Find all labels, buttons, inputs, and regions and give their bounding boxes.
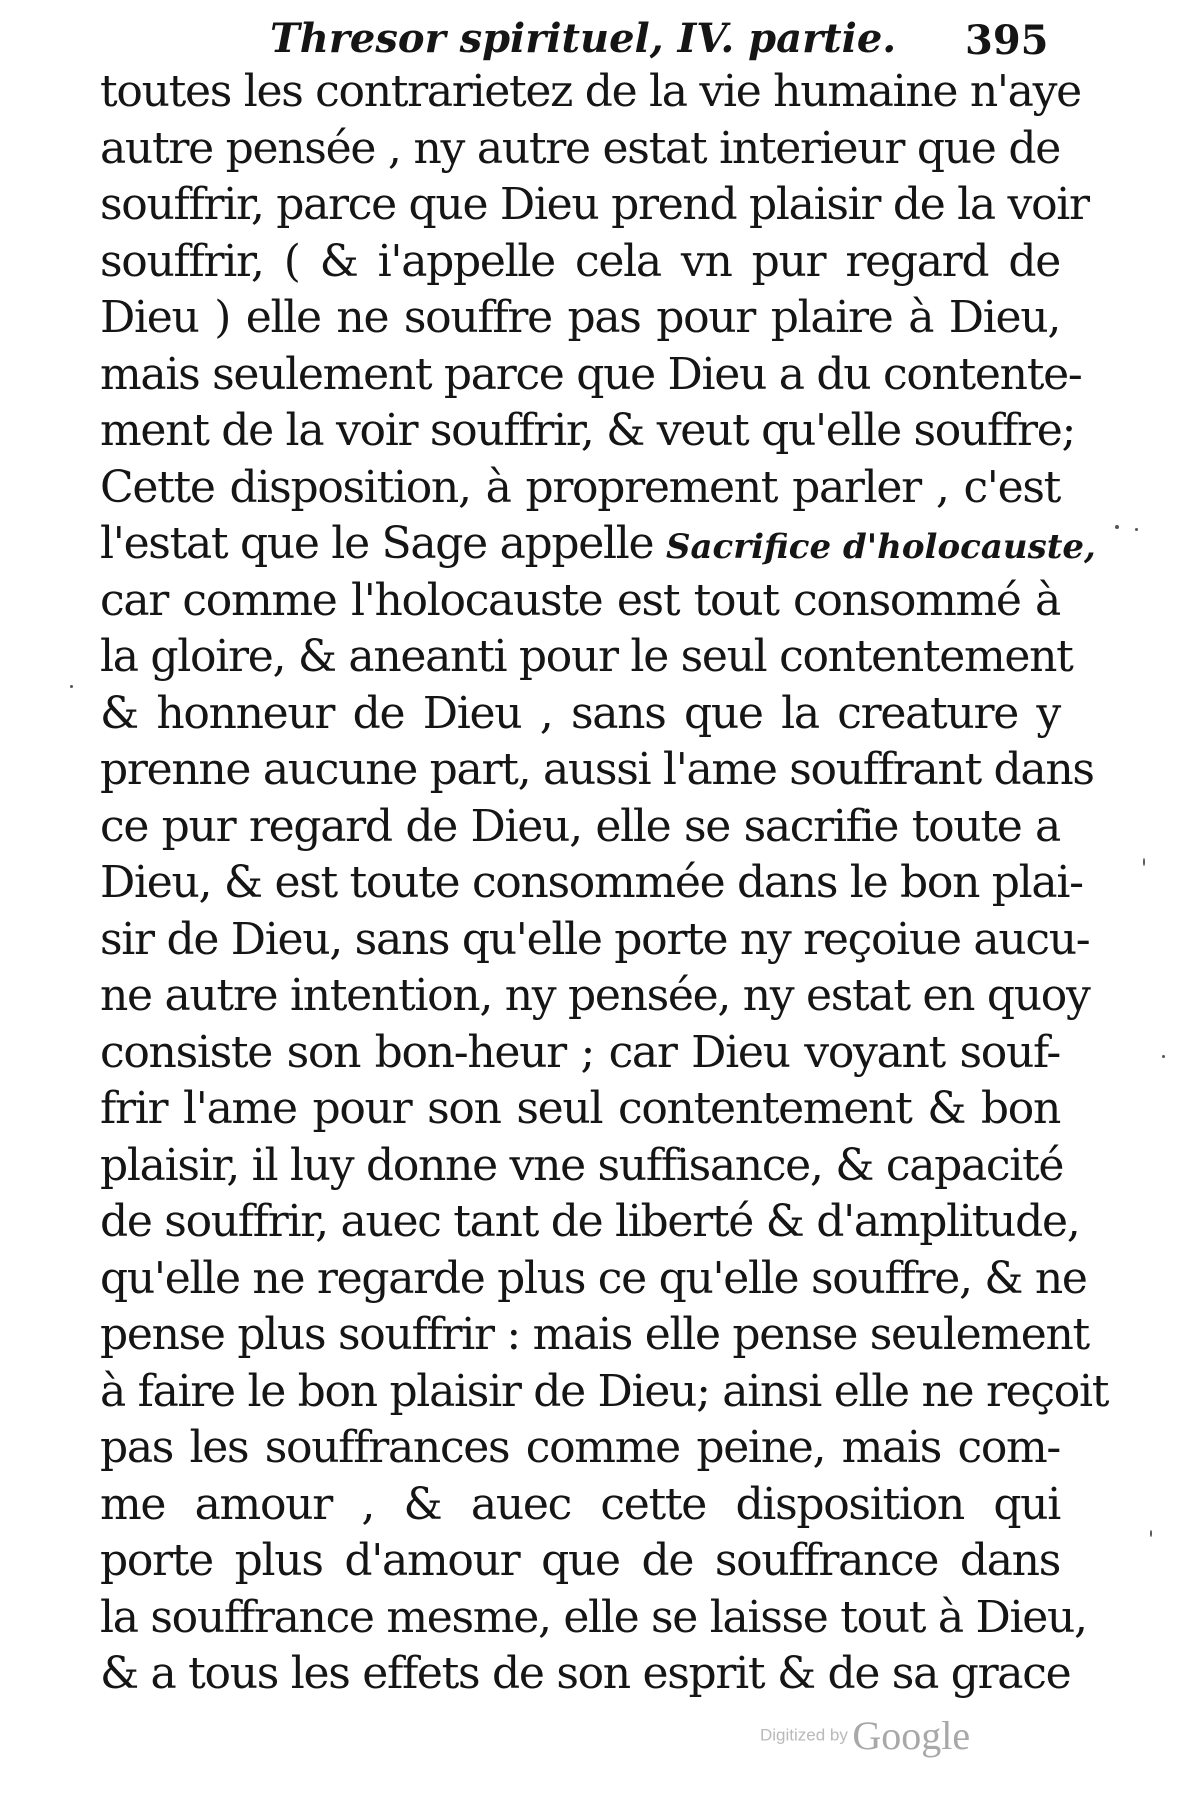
text-line-28: la souffrance mesme, elle se laisse tout à Dieu, <box>100 1591 1087 1643</box>
text-line-14: ce pur regard de Dieu, elle se sacrifie toute a <box>100 800 1060 852</box>
ink-speck <box>1115 525 1119 529</box>
body-text <box>100 64 1109 1703</box>
page-number: 395 <box>965 17 1049 64</box>
text-line-6: mais seulement parce que Dieu a du contente- <box>100 348 1082 400</box>
ink-speck <box>1143 858 1145 866</box>
ink-speck <box>1150 1530 1152 1537</box>
text-line-10: car comme l'holocauste est tout consommé à <box>100 574 1060 626</box>
google-logo: Google <box>852 1713 971 1758</box>
text-line-5: Dieu ) elle ne souffre pas pour plaire à Dieu, <box>100 292 1060 343</box>
text-line-11: la gloire, & aneanti pour le seul contentement <box>100 631 1073 682</box>
text-line-9 <box>100 516 1096 573</box>
text-line-8: Cette disposition, à proprement parler , c'est <box>100 461 1060 513</box>
text-line-7: ment de la voir souffrir, & veut qu'elle souffre; <box>100 405 1075 456</box>
ink-speck <box>1135 528 1138 531</box>
text-line-17: ne autre intention, ny pensée, ny estat en quoy <box>100 970 1090 1021</box>
text-line-16: sir de Dieu, sans qu'elle porte ny reçoiue aucu- <box>100 913 1090 965</box>
text-line-19: frir l'ame pour son seul contentement & bon <box>100 1083 1060 1134</box>
digitized-watermark <box>760 1712 970 1759</box>
text-line-12: & honneur de Dieu , sans que la creature y <box>100 687 1060 739</box>
text-line-29: & a tous les effets de son esprit & de sa grace <box>100 1648 1071 1699</box>
text-line-27: porte plus d'amour que de souffrance dans <box>100 1535 1060 1586</box>
text-line-24: à faire le bon plaisir de Dieu; ainsi elle ne reçoit <box>100 1365 1109 1417</box>
running-header: Thresor spirituel, IV. partie. <box>270 15 897 62</box>
text-line-20: plaisir, il luy donne vne suffisance, & capacité <box>100 1139 1064 1191</box>
text-line-26: me amour , & auec cette disposition qui <box>100 1478 1060 1530</box>
italic-term: Sacrifice d'holocauste, <box>665 527 1096 567</box>
text-line-9-roman: l'estat que le Sage appelle <box>100 518 654 569</box>
text-line-25: pas les souffrances comme peine, mais com- <box>100 1422 1060 1473</box>
ink-speck <box>70 685 73 688</box>
text-line-23: pense plus souffrir : mais elle pense seulement <box>100 1309 1089 1360</box>
text-line-3: souffrir, parce que Dieu prend plaisir de la voir <box>100 179 1089 230</box>
ink-speck <box>1162 1055 1165 1058</box>
text-line-2: autre pensée , ny autre estat interieur que de <box>100 122 1060 174</box>
text-line-15: Dieu, & est toute consommée dans le bon plai- <box>100 857 1083 908</box>
text-line-18: consiste son bon-heur ; car Dieu voyant souf- <box>100 1026 1060 1078</box>
text-line-1: toutes les contrarietez de la vie humaine n'aye <box>100 66 1081 117</box>
text-line-22: qu'elle ne regarde plus ce qu'elle souffre, & ne <box>100 1252 1087 1304</box>
text-line-21: de souffrir, auec tant de liberté & d'amplitude, <box>100 1196 1080 1247</box>
text-line-13: prenne aucune part, aussi l'ame souffrant dans <box>100 744 1094 795</box>
digitized-by-label: Digitized by <box>760 1725 848 1745</box>
text-line-4: souffrir, ( & i'appelle cela vn pur regard de <box>100 235 1060 287</box>
